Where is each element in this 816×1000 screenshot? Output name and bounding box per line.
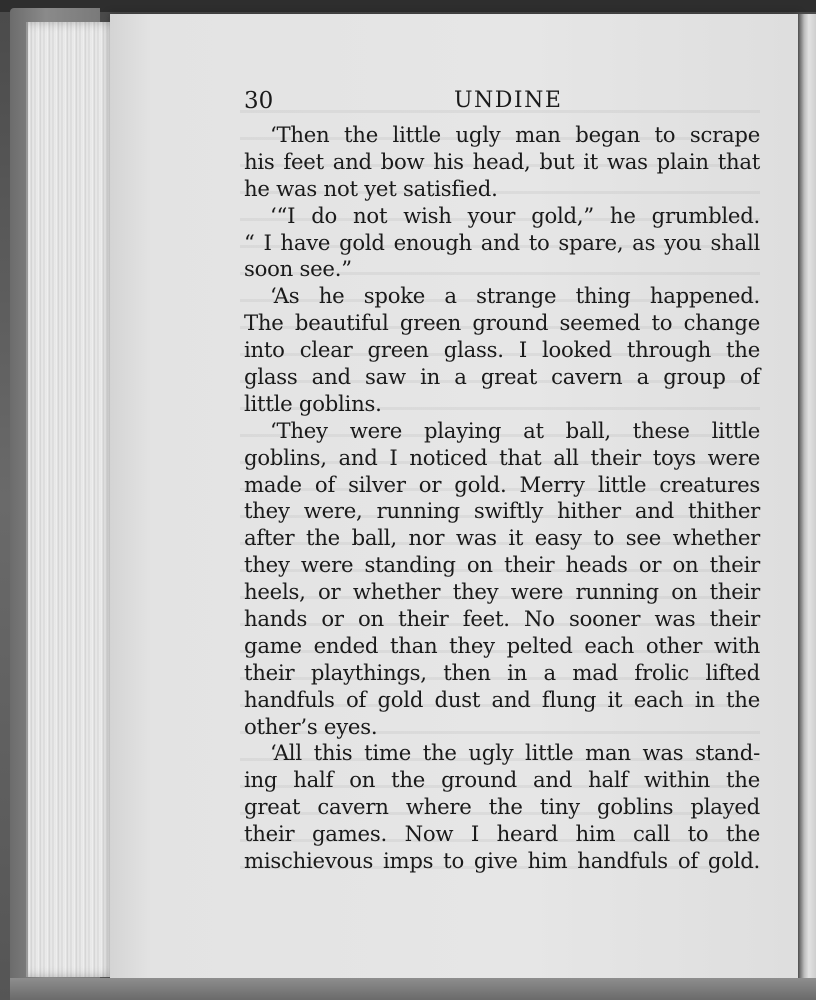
page-text-block	[244, 86, 760, 875]
text-line: little goblins.	[244, 390, 382, 416]
text-line: ‘They were playing at ball, these little	[270, 417, 760, 443]
text-line: into clear green glass. I looked through the	[244, 337, 760, 363]
binding-gutter	[798, 14, 816, 989]
text-line: ‘Then the little ugly man began to scrape	[270, 122, 760, 147]
text-line: ing half on the ground and half within the	[244, 767, 760, 793]
text-line: their games. Now I heard him call to the	[244, 821, 760, 847]
text-line: hands or on their feet. No sooner was their	[244, 606, 760, 632]
text-line: glass and saw in a great cavern a group of	[244, 364, 760, 390]
text-line: he was not yet satisfied.	[244, 175, 498, 201]
body-text	[244, 122, 760, 875]
text-line: mischievous imps to give him handfuls of gold.	[244, 848, 760, 874]
text-line: ‘“I do not wish your gold,” he grumbled.	[270, 202, 760, 228]
text-line: The beautiful green ground seemed to change	[244, 310, 760, 336]
page-number: 30	[244, 88, 274, 114]
text-line: handfuls of gold dust and flung it each in the	[244, 686, 760, 712]
text-line: ‘All this time the ugly little man was stand-	[270, 740, 760, 766]
text-line: goblins, and I noticed that all their toys were	[244, 444, 760, 470]
text-line: great cavern where the tiny goblins played	[244, 794, 760, 820]
background-edge	[0, 0, 816, 12]
text-line: soon see.”	[244, 256, 352, 282]
text-line: other’s eyes.	[244, 713, 378, 739]
text-line: game ended than they pelted each other with	[244, 632, 760, 658]
text-line: heels, or whether they were running on their	[244, 579, 760, 605]
page-header	[244, 86, 760, 120]
book-bottom-edge	[10, 978, 816, 1000]
running-head: UNDINE	[454, 88, 563, 113]
text-line: they were standing on their heads or on their	[244, 552, 760, 578]
text-line: “ I have gold enough and to spare, as you shall	[244, 229, 760, 255]
text-line: they were, running swiftly hither and thither	[244, 498, 760, 524]
text-line: made of silver or gold. Merry little creatures	[244, 471, 760, 497]
text-line: their playthings, then in a mad frolic lifted	[244, 659, 760, 685]
text-line: his feet and bow his head, but it was plain that	[244, 148, 760, 174]
text-line: after the ball, nor was it easy to see whether	[244, 525, 760, 551]
text-line: ‘As he spoke a strange thing happened.	[270, 283, 760, 309]
